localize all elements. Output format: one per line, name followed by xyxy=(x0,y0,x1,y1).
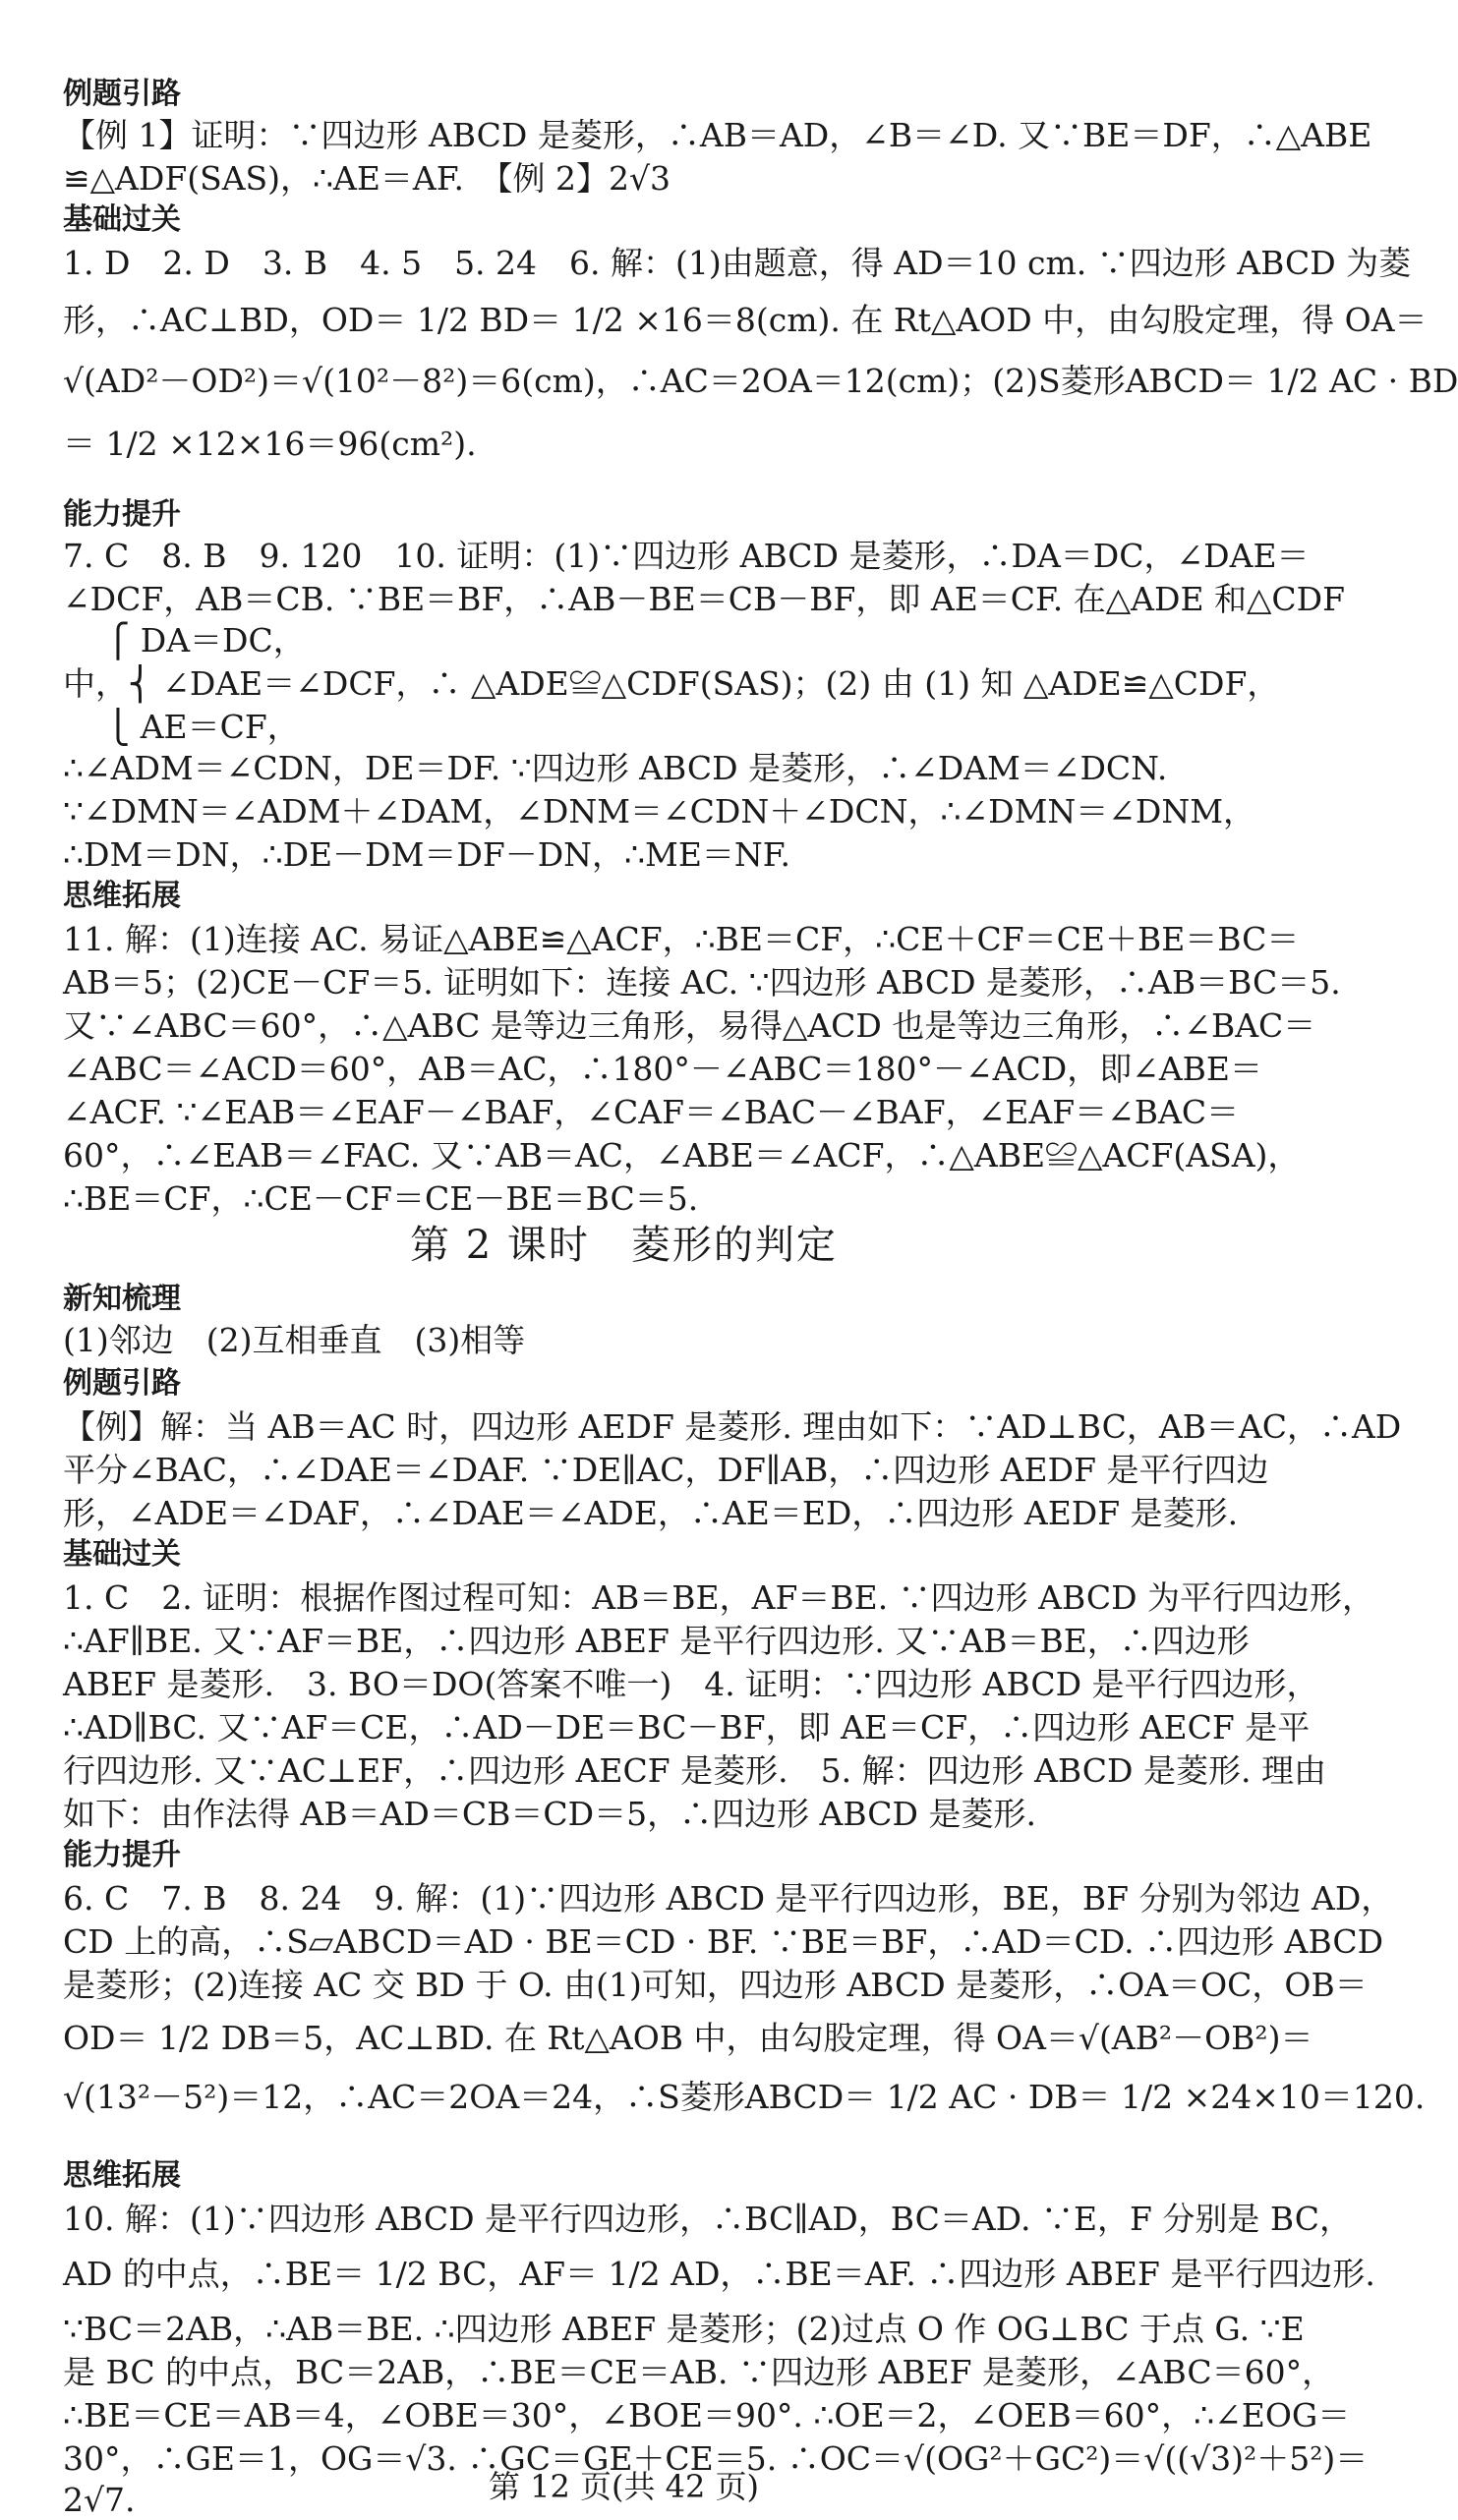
text-line: ＝ 1/2 ×12×16＝96(cm²). xyxy=(63,425,477,463)
text-line: AD 的中点，∴BE＝ 1/2 BC，AF＝ 1/2 AD，∴BE＝AF. ∴四边形 ABEF 是平行四边形. xyxy=(63,2255,1375,2293)
text-line: 是 BC 的中点，BC＝2AB，∴BE＝CE＝AB. ∵四边形 ABEF 是菱形，∠ABC＝60°， xyxy=(63,2353,1335,2391)
text-line: 2√7. xyxy=(63,2481,136,2519)
text-line: ∴BE＝CE＝AB＝4，∠OBE＝30°，∠BOE＝90°. ∴OE＝2，∠OEB＝60°，∴∠EOG＝ xyxy=(63,2396,1351,2434)
text-line: √(AD²－OD²)＝√(10²－8²)＝6(cm)，∴AC＝2OA＝12(cm)；(2)S菱形ABCD＝ 1/2 AC · BD xyxy=(63,362,1458,400)
section-heading: 例题引路 xyxy=(63,77,181,111)
text-line: 30°，∴GE＝1，OG＝√3. ∴GC＝GE＋CE＝5. ∴OC＝√(OG²＋GC²)＝√((√3)²＋5²)＝ xyxy=(63,2439,1369,2478)
text-line: 10. 解：(1)∵四边形 ABCD 是平行四边形，∴BC∥AD，BC＝AD. ∵E，F 分别是 BC， xyxy=(63,2200,1353,2238)
text-line: ∠ABC＝∠ACD＝60°，AB＝AC，∴180°－∠ABC＝180°－∠ACD，即∠ABE＝ xyxy=(63,1050,1263,1088)
text-line: 【例】解：当 AB＝AC 时，四边形 AEDF 是菱形. 理由如下：∵AD⊥BC，AB＝AC，∴AD xyxy=(63,1407,1402,1446)
text-line: 又∵∠ABC＝60°，∴△ABC 是等边三角形，易得△ACD 也是等边三角形，∴∠BAC＝ xyxy=(63,1006,1316,1045)
text-line: ⎧ DA＝DC， xyxy=(63,621,306,659)
section-heading: 思维拓展 xyxy=(63,2158,181,2193)
text-line: OD＝ 1/2 DB＝5，AC⊥BD. 在 Rt△AOB 中，由勾股定理，得 OA＝√(AB²－OB²)＝ xyxy=(63,2019,1313,2057)
text-line: ∵BC＝2AB，∴AB＝BE. ∴四边形 ABEF 是菱形；(2)过点 O 作 OG⊥BC 于点 G. ∵E xyxy=(63,2310,1305,2348)
text-line: ∴BE＝CF，∴CE－CF＝CE－BE＝BC＝5. xyxy=(63,1179,699,1218)
text-line: 11. 解：(1)连接 AC. 易证△ABE≌△ACF，∴BE＝CF，∴CE＋CF＝CE＋BE＝BC＝ xyxy=(63,920,1300,958)
text-line: ∴∠ADM＝∠CDN，DE＝DF. ∵四边形 ABCD 是菱形，∴∠DAM＝∠DCN. xyxy=(63,749,1168,787)
text-line: ∴AD∥BC. 又∵AF＝CE，∴AD－DE＝BC－BF，即 AE＝CF，∴四边形 AECF 是平 xyxy=(63,1708,1311,1747)
text-line: 6. C 7. B 8. 24 9. 解：(1)∵四边形 ABCD 是平行四边形，BE，BF 分别为邻边 AD， xyxy=(63,1879,1394,1918)
text-line: 形，∠ADE＝∠DAF，∴∠DAE＝∠ADE，∴AE＝ED，∴四边形 AEDF 是菱形. xyxy=(63,1494,1239,1532)
section-heading: 能力提升 xyxy=(63,497,181,532)
section-heading: 思维拓展 xyxy=(63,879,181,913)
text-line: 【例 1】证明：∵四边形 ABCD 是菱形，∴AB＝AD，∠B＝∠D. 又∵BE＝DF，∴△ABE xyxy=(63,116,1372,154)
text-line: ABEF 是菱形. 3. BO＝DO(答案不唯一) 4. 证明：∵四边形 ABCD 是平行四边形， xyxy=(63,1665,1319,1703)
text-line: 1. C 2. 证明：根据作图过程可知：AB＝BE，AF＝BE. ∵四边形 ABCD 为平行四边形， xyxy=(63,1578,1375,1617)
text-line: 1. D 2. D 3. B 4. 5 5. 24 6. 解：(1)由题意，得 AD＝10 cm. ∵四边形 ABCD 为菱 xyxy=(63,244,1412,282)
text-line: ∠DCF，AB＝CB. ∵BE＝BF，∴AB－BE＝CB－BF，即 AE＝CF. 在△ADE 和△CDF xyxy=(63,580,1345,618)
text-line: ∴DM＝DN，∴DE－DM＝DF－DN，∴ME＝NF. xyxy=(63,835,791,874)
text-line: ∵∠DMN＝∠ADM＋∠DAM，∠DNM＝∠CDN＋∠DCN，∴∠DMN＝∠DNM， xyxy=(63,792,1256,830)
text-line: (1)邻边 (2)互相垂直 (3)相等 xyxy=(63,1321,526,1359)
text-line: ⎩ AE＝CF， xyxy=(63,708,300,746)
text-line: ∠ACF. ∵∠EAB＝∠EAF－∠BAF，∠CAF＝∠BAC－∠BAF，∠EAF＝∠BAC＝ xyxy=(63,1093,1240,1131)
text-line: 行四边形. 又∵AC⊥EF，∴四边形 AECF 是菱形. 5. 解：四边形 ABCD 是菱形. 理由 xyxy=(63,1751,1326,1790)
text-line: 平分∠BAC，∴∠DAE＝∠DAF. ∵DE∥AC，DF∥AB，∴四边形 AEDF 是平行四边 xyxy=(63,1451,1269,1489)
text-line: 如下：由作法得 AB＝AD＝CB＝CD＝5，∴四边形 ABCD 是菱形. xyxy=(63,1795,1036,1833)
section-heading: 基础过关 xyxy=(63,1537,181,1572)
section-heading: 基础过关 xyxy=(63,202,181,237)
text-line: 7. C 8. B 9. 120 10. 证明：(1)∵四边形 ABCD 是菱形，∴DA＝DC，∠DAE＝ xyxy=(63,537,1310,575)
text-line: ∴AF∥BE. 又∵AF＝BE，∴四边形 ABEF 是平行四边形. 又∵AB＝BE，∴四边形 xyxy=(63,1622,1250,1660)
section-heading: 新知梳理 xyxy=(63,1282,181,1316)
section-heading: 例题引路 xyxy=(63,1366,181,1401)
text-line: AB＝5；(2)CE－CF＝5. 证明如下：连接 AC. ∵四边形 ABCD 是菱形，∴AB＝BC＝5. xyxy=(63,963,1341,1002)
text-line: √(13²－5²)＝12，∴AC＝2OA＝24，∴S菱形ABCD＝ 1/2 AC · DB＝ 1/2 ×24×10＝120. xyxy=(63,2078,1426,2116)
lesson-title: 第 2 课时 菱形的判定 xyxy=(410,1223,838,1268)
section-heading: 能力提升 xyxy=(63,1838,181,1872)
text-line: ≌△ADF(SAS)，∴AE＝AF. 【例 2】2√3 xyxy=(63,159,671,198)
text-line: CD 上的高，∴S▱ABCD＝AD · BE＝CD · BF. ∵BE＝BF，∴AD＝CD. ∴四边形 ABCD xyxy=(63,1922,1384,1961)
text-line: 形，∴AC⊥BD，OD＝ 1/2 BD＝ 1/2 ×16＝8(cm). 在 Rt△AOD 中，由勾股定理，得 OA＝ xyxy=(63,301,1428,339)
text-line: 是菱形；(2)连接 AC 交 BD 于 O. 由(1)可知，四边形 ABCD 是菱形，∴OA＝OC，OB＝ xyxy=(63,1966,1368,2004)
text-line: 60°，∴∠EAB＝∠FAC. 又∵AB＝AC，∠ABE＝∠ACF，∴△ABE≌△ACF(ASA)， xyxy=(63,1136,1301,1174)
text-line: 中，⎨ ∠DAE＝∠DCF，∴ △ADE≌△CDF(SAS)；(2) 由 (1) 知 △ADE≌△CDF， xyxy=(63,664,1280,703)
page-footer: 第 12 页(共 42 页) xyxy=(488,2468,760,2505)
